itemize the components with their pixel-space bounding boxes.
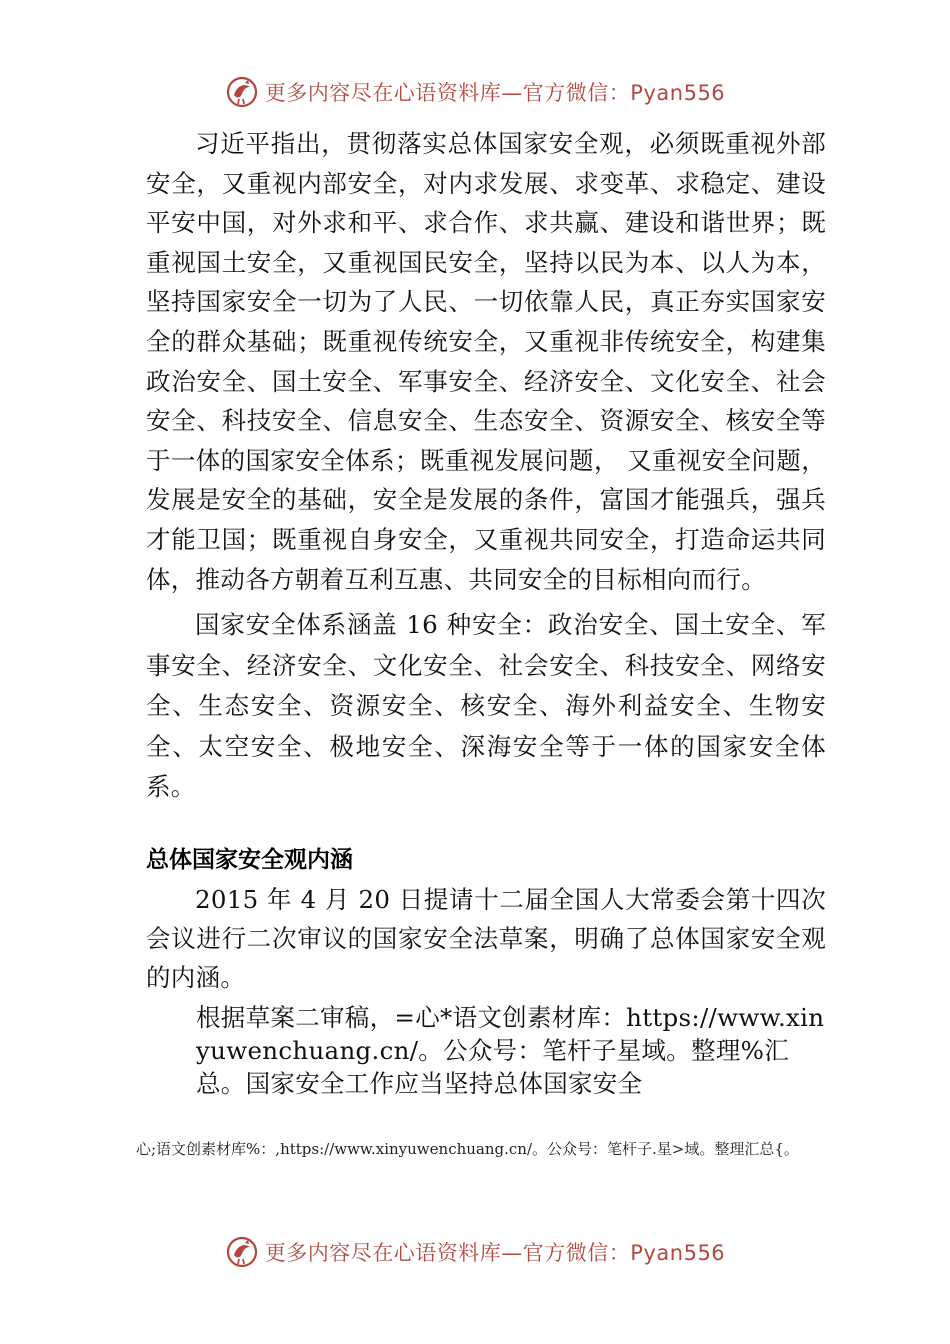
section-heading: 总体国家安全观内涵 [146, 846, 353, 873]
header-watermark [0, 72, 950, 112]
watermark-text: 更多内容尽在心语资料库—官方微信：Pyan556 [264, 81, 726, 105]
document-body [146, 124, 826, 1100]
footer-watermark [0, 1232, 950, 1272]
section-paragraph-1: 2015 年 4 月 20 日提请十二届全国人大常委会第十四次会议进行二次审议的国家安全法草案，明确了总体国家安全观的内涵。 [146, 884, 826, 992]
rooster-logo-icon [225, 1235, 259, 1269]
rooster-logo-icon [225, 75, 259, 109]
section-paragraph-2: 根据草案二审稿，=心*语文创素材库：https://www.xinyuwenchuang.cn/。公众号：笔杆子星域。整理%汇总。国家安全工作应当坚持总体国家安全 [196, 1002, 825, 1098]
paragraph-1: 习近平指出，贯彻落实总体国家安全观，必须既重视外部安全，又重视内部安全，对内求发展、求变革、求稳定、建设平安中国，对外求和平、求合作、求共赢、建设和谐世界；既重视国土安全，又重视国民安全，坚持以民为本、以人为本，坚持国家安全一切为了人民、一切依靠人民，真正夯实国家安全的群众基础；既重视传统安全，又重视非传统安全，构建集政治安全、国土安全、军事安全、经济安全、文化安全、社会安全、科技安全、信息安全、生态安全、资源安全、核安全等于一体的国家安全体系；既重视发展问题， 又重视安全问题，发展是安全的基础，安全是发展的条件，富国才能强兵，强兵才能卫国；既重视自身安全，又重视共同安全，打造命运共同体，推动各方朝着互利互惠、共同安全的目标相向而行。 [146, 129, 826, 594]
footnote-watermark: 心;语文创素材库%：,https://www.xinyuwenchuang.cn/。公众号：笔杆子.星>域。整理汇总{。 [136, 1140, 799, 1158]
watermark-text: 更多内容尽在心语资料库—官方微信：Pyan556 [264, 1241, 726, 1265]
paragraph-2: 国家安全体系涵盖 16 种安全：政治安全、国土安全、军事安全、经济安全、文化安全、社会安全、科技安全、网络安全、生态安全、资源安全、核安全、海外利益安全、生物安全、太空安全、极地安全、深海安全等于一体的国家安全体系。 [146, 610, 826, 802]
